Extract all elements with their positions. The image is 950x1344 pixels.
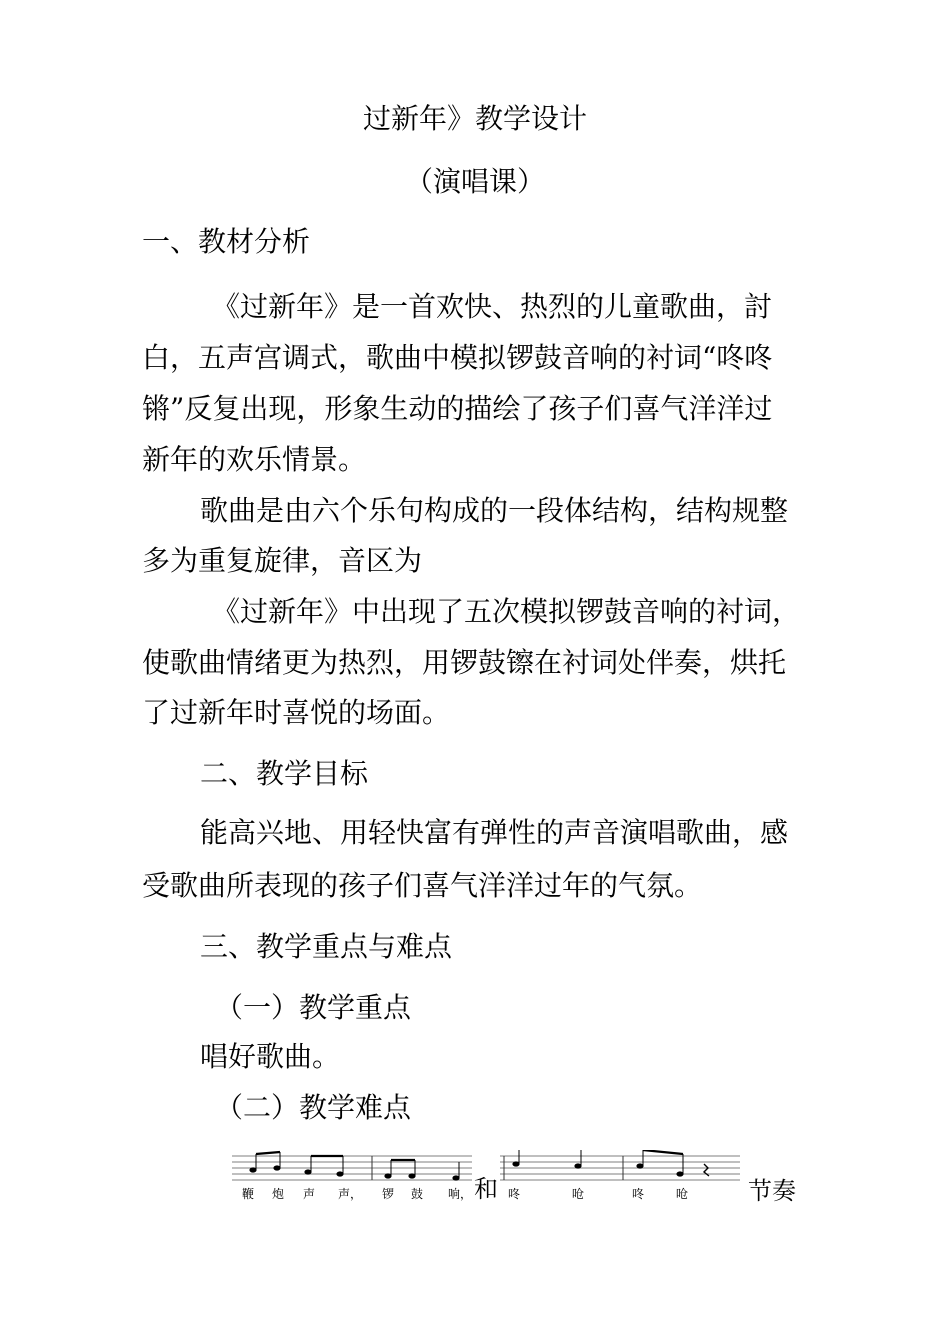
lyric-syllable: 声 — [303, 1187, 316, 1201]
paragraph-line: 锵”反复出现，形象生动的描绘了孩子们喜气洋洋过 — [142, 392, 773, 425]
subheading-key-point: （一）教学重点 — [215, 991, 412, 1024]
lyric-syllable: 呛 — [676, 1187, 689, 1201]
lyric-syllable: 咚 — [508, 1187, 521, 1201]
rhythm-score-1 — [232, 1150, 472, 1190]
paragraph-line: 歌曲是由六个乐句构成的一段体结构，结构规整 — [200, 494, 789, 527]
lyric-syllable: 呛 — [572, 1187, 585, 1201]
paragraph-line: 白，五声宫调式，歌曲中模拟锣鼓音响的衬词“咚咚 — [142, 341, 773, 374]
section-heading-key-points: 三、教学重点与难点 — [200, 930, 453, 963]
section-heading-analysis: 一、教材分析 — [142, 225, 311, 258]
connector-text: 和 — [474, 1175, 498, 1203]
document-subtitle: （演唱课） — [404, 165, 545, 198]
paragraph-line: 使歌曲情绪更为热烈，用锣鼓镲在衬词处伴奏，烘托 — [142, 646, 787, 679]
lyric-syllable: 咚 — [632, 1187, 645, 1201]
trailing-text: 节奏 — [748, 1177, 796, 1205]
rhythm-score-2 — [500, 1150, 740, 1190]
paragraph-line: 新年的欢乐情景。 — [142, 443, 367, 476]
lyric-syllable: 锣 — [382, 1187, 395, 1201]
lyric-syllable: 声， — [338, 1187, 363, 1201]
paragraph-line: 《过新年》是一首欢快、热烈的儿童歌曲，討 — [212, 290, 773, 323]
lyric-syllable: 鼓 — [411, 1187, 424, 1201]
paragraph-line: 多为重复旋律，音区为 — [142, 544, 423, 577]
paragraph-line: 《过新年》中出现了五次模拟锣鼓音响的衬词， — [212, 595, 801, 628]
lyric-syllable: 鞭 — [242, 1187, 255, 1201]
document-title: 过新年》教学设计 — [362, 102, 587, 135]
lyric-syllable: 炮 — [272, 1187, 285, 1201]
subheading-difficulty: （二）教学难点 — [215, 1091, 412, 1124]
paragraph-line: 了过新年时喜悦的场面。 — [142, 696, 451, 729]
section-heading-objectives: 二、教学目标 — [200, 757, 369, 790]
paragraph-line: 受歌曲所表现的孩子们喜气洋洋过年的气氛。 — [142, 869, 703, 902]
paragraph-line: 能高兴地、用轻快富有弹性的声音演唱歌曲，感 — [200, 816, 789, 849]
key-point-text: 唱好歌曲。 — [200, 1040, 341, 1073]
lyric-syllable: 响， — [448, 1187, 473, 1201]
